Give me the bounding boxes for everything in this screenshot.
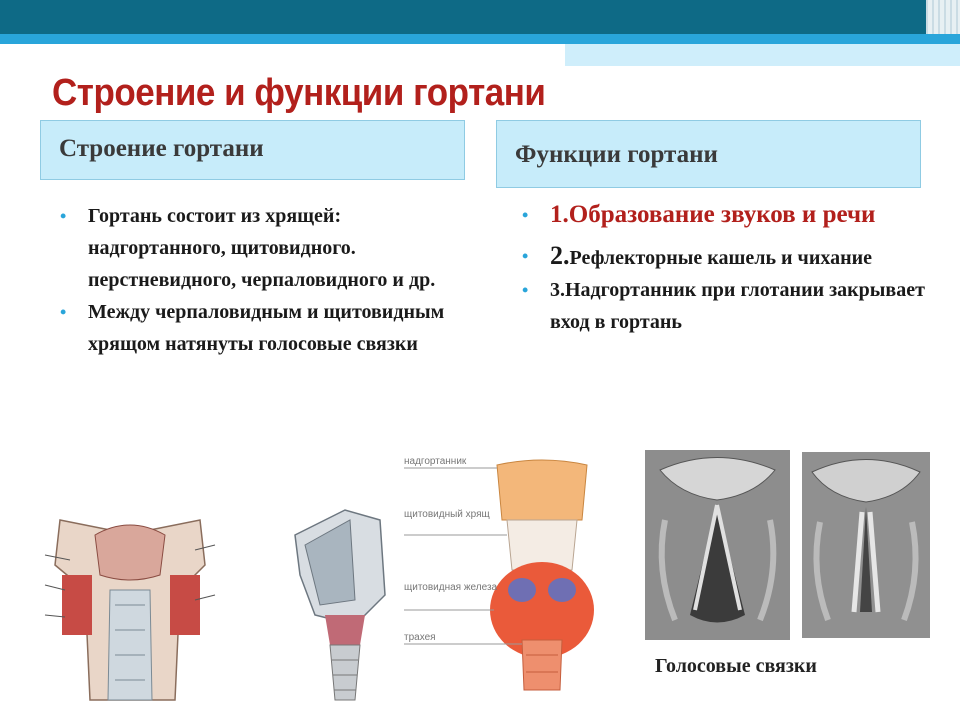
structure-list xyxy=(58,200,478,360)
list-item xyxy=(520,196,940,234)
bullet-icon: • xyxy=(522,280,529,300)
header-stripe xyxy=(0,34,960,44)
list-item xyxy=(58,296,478,360)
list-item xyxy=(58,200,478,296)
bullet-icon: • xyxy=(522,205,529,225)
list-item xyxy=(520,240,940,274)
label-trachea: трахея xyxy=(404,632,436,643)
structure-text-2: Между черпаловидным и щитовидным хрящом натянуты голосовые связки xyxy=(88,301,445,355)
label-thyroid-gland: щитовидная железа xyxy=(404,582,498,593)
function-number-3: 3. xyxy=(550,279,565,301)
vocal-cords-open-illustration xyxy=(645,450,790,640)
vocal-cords-caption: Голосовые связки xyxy=(655,655,817,677)
header-bar xyxy=(0,0,960,34)
functions-heading: Функции гортани xyxy=(496,120,921,188)
function-number-1: 1. xyxy=(550,201,569,228)
larynx-posterior-illustration xyxy=(40,505,220,715)
function-text-1: Образование звуков и речи xyxy=(568,201,876,228)
bullet-icon: • xyxy=(60,302,67,322)
vocal-cords-closed-illustration xyxy=(802,452,930,638)
function-number-2: 2. xyxy=(550,241,570,270)
bullet-icon: • xyxy=(522,246,529,266)
slide-title: Строение и функции гортани xyxy=(52,72,546,114)
function-text-3: Надгортанник при глотании закрывает вход в гортань xyxy=(550,279,925,333)
list-item xyxy=(520,274,940,338)
functions-list xyxy=(520,196,940,338)
header-stripe-light xyxy=(565,44,960,66)
label-epiglottis: надгортанник xyxy=(404,456,467,467)
bullet-icon: • xyxy=(60,206,67,226)
structure-heading: Строение гортани xyxy=(40,120,465,180)
larynx-side-illustration xyxy=(285,505,390,705)
function-text-2: Рефлекторные кашель и чихание xyxy=(569,247,872,269)
larynx-labelled-illustration xyxy=(402,450,602,700)
structure-text-1: Гортань состоит из хрящей: надгортанного, щитовидного. перстневидного, черпаловидного и др. xyxy=(88,205,436,291)
label-thyroid-cartilage: щитовидный хрящ xyxy=(404,509,490,520)
